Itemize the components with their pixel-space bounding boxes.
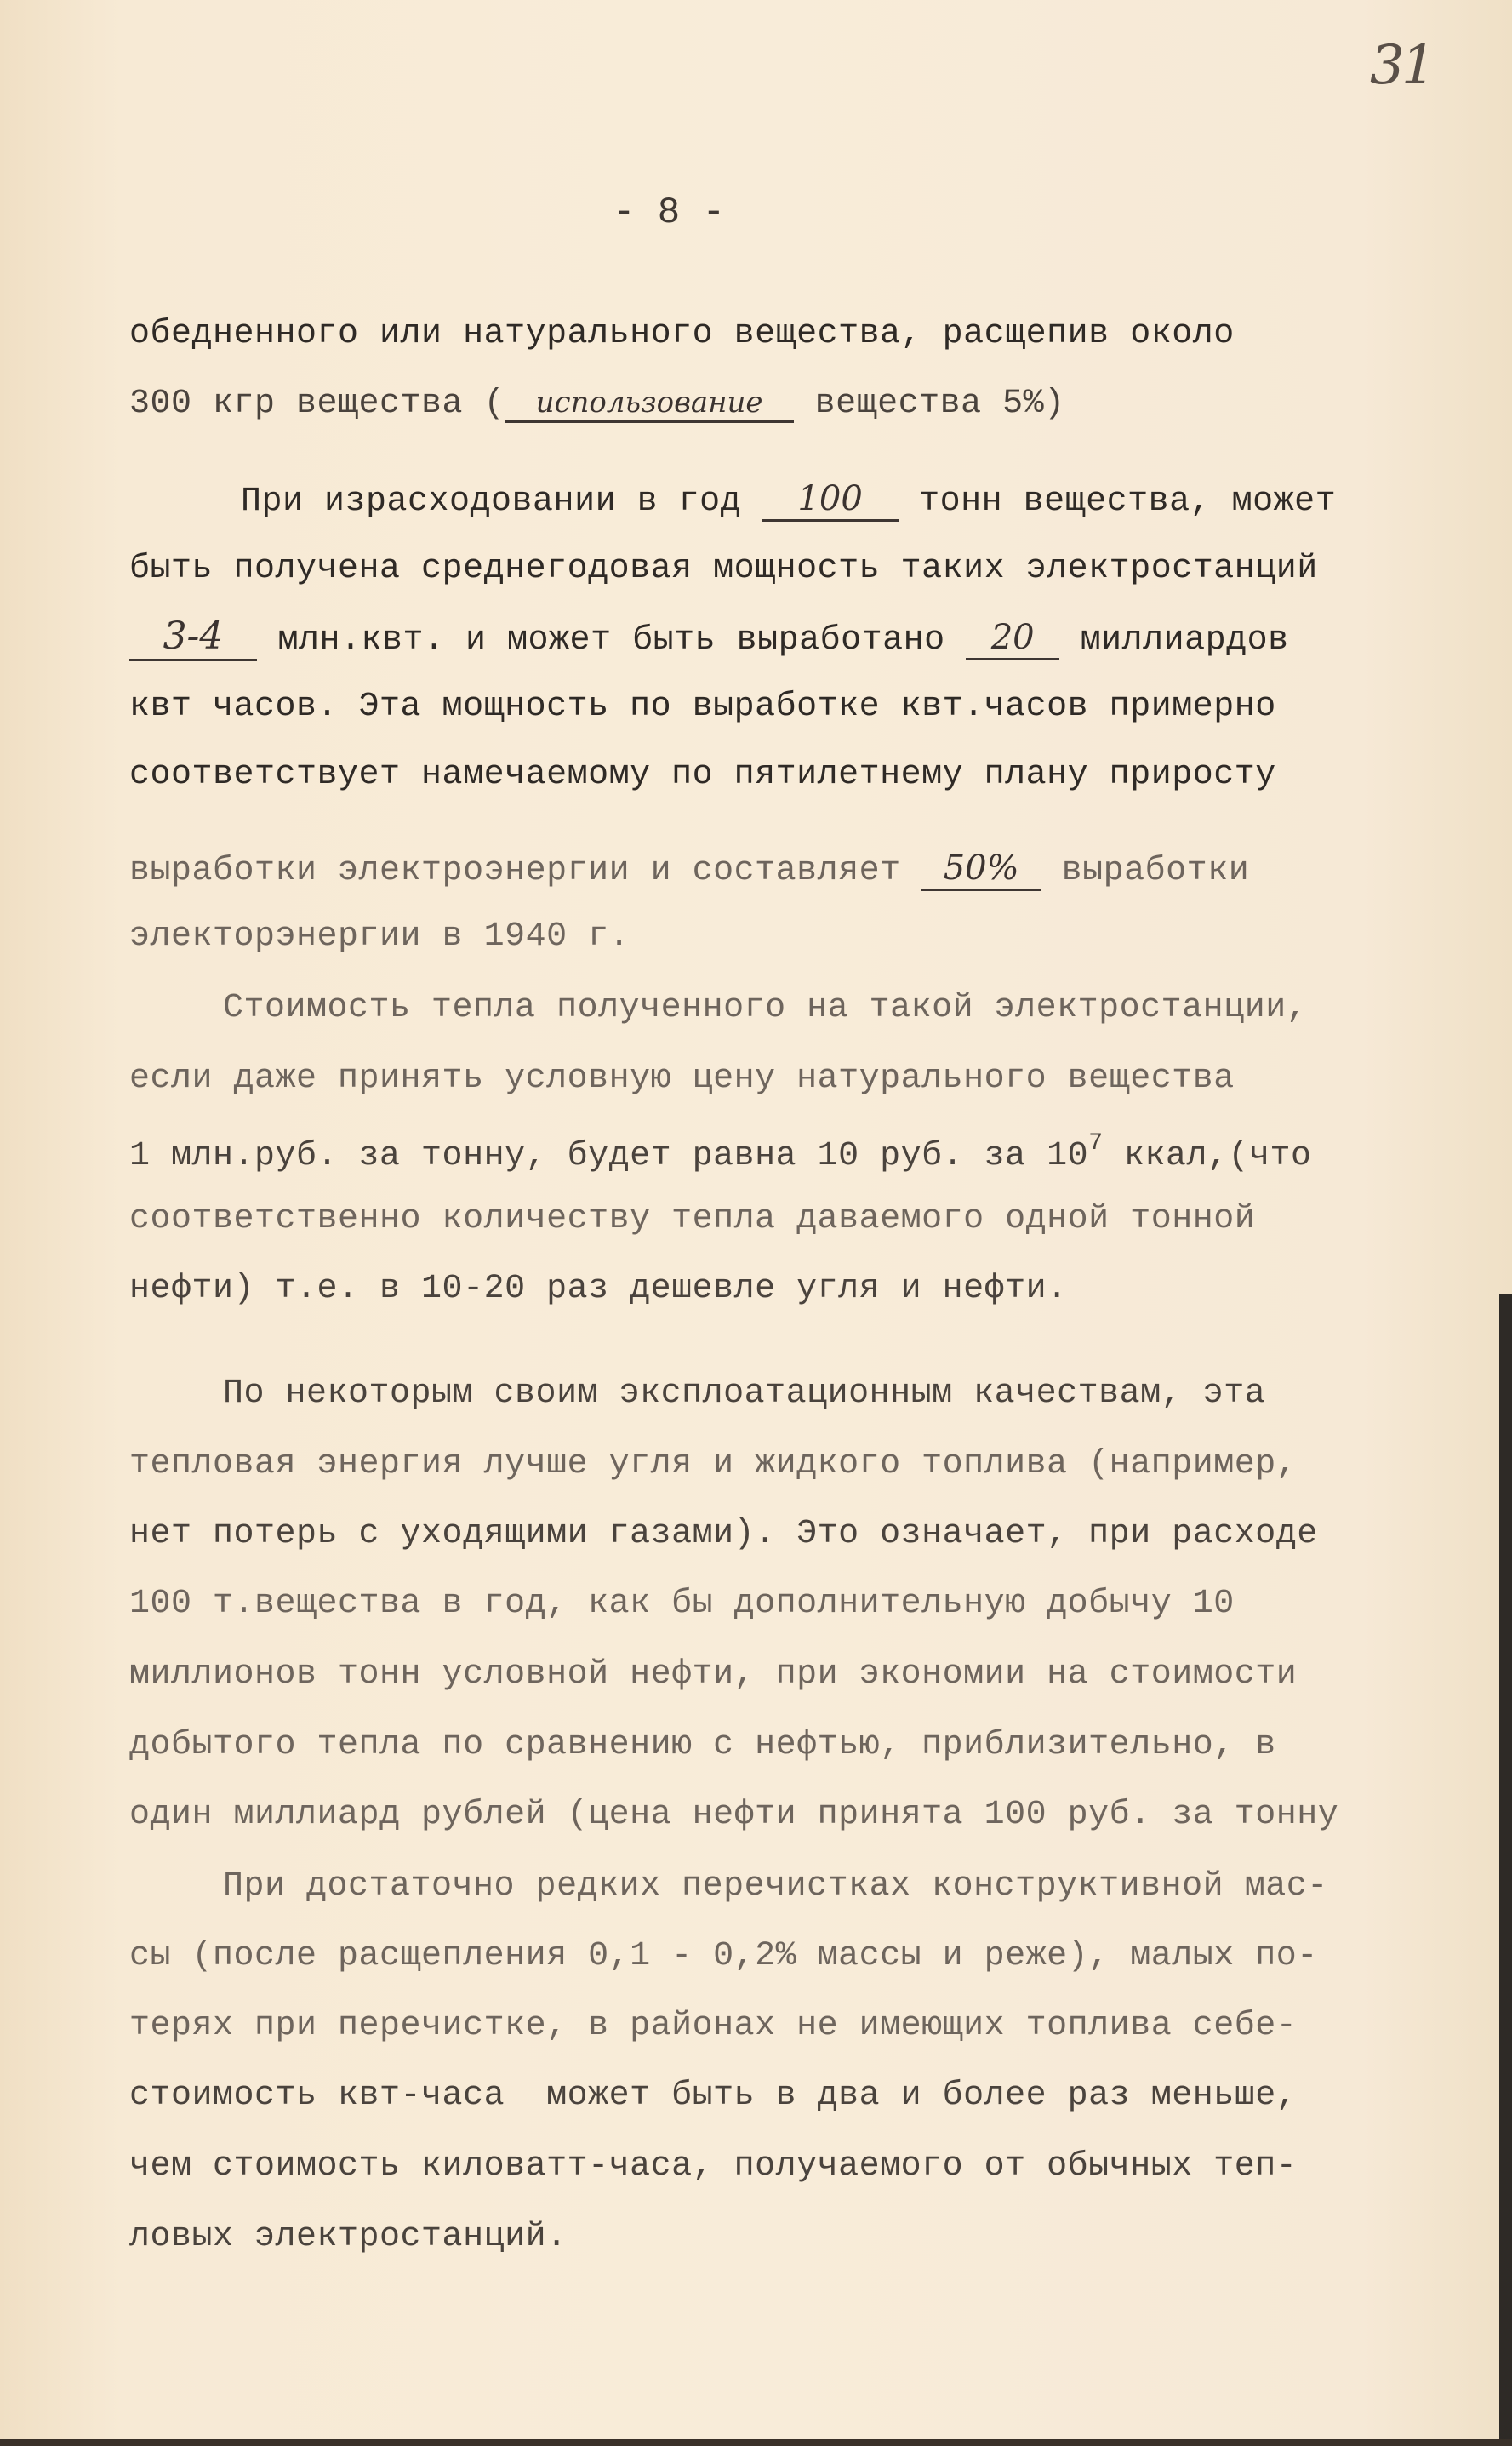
text-segment: При израсходовании в год — [241, 483, 762, 521]
text-line: быть получена среднегодовая мощность таких электростанций — [129, 550, 1318, 588]
handwritten-fill: 100 — [762, 482, 899, 522]
text-segment: ккал,(что — [1103, 1137, 1312, 1175]
text-segment: вещества 5%) — [794, 385, 1065, 423]
text-segment: тонн вещества, может — [898, 483, 1337, 521]
text-segment: млн.квт. и может быть выработано — [257, 621, 967, 660]
text-line: соответствует намечаемому по пятилетнему плану приросту — [129, 756, 1276, 794]
page-number: - 8 - — [613, 191, 726, 234]
text-line — [241, 479, 1337, 522]
text-line: если даже принять условную цену натурального вещества — [129, 1060, 1235, 1098]
exponent: 7 — [1088, 1130, 1104, 1157]
text-line: соответственно количеству тепла даваемого одной тонной — [129, 1200, 1256, 1238]
text-segment: выработки — [1041, 852, 1250, 890]
text-line: чем стоимость киловатт-часа, получаемого от обычных теп- — [129, 2147, 1298, 2186]
text-line — [129, 851, 1249, 891]
page-bottom-edge — [0, 2439, 1512, 2446]
binding-shadow — [1499, 1294, 1512, 2446]
text-line — [129, 385, 1065, 423]
text-line: Стоимость тепла полученного на такой электростанции, — [223, 989, 1308, 1027]
text-segment: 300 кгр вещества ( — [129, 385, 505, 423]
handwritten-fill: использование — [505, 388, 794, 423]
handwritten-fill: 50% — [921, 851, 1041, 891]
handwritten-fill: 20 — [966, 620, 1059, 660]
text-line — [129, 1130, 1312, 1175]
text-line: тепловая энергия лучше угля и жидкого топлива (например, — [129, 1445, 1298, 1483]
text-line: терях при перечистке, в районах не имеющих топлива себе- — [129, 2007, 1298, 2045]
text-line: 100 т.вещества в год, как бы дополнительную добычу 10 — [129, 1585, 1235, 1623]
text-line: квт часов. Эта мощность по выработке квт.часов примерно — [129, 688, 1276, 726]
text-line: По некоторым своим эксплоатационным качествам, эта — [223, 1374, 1266, 1413]
text-line: обедненного или натурального вещества, расщепив около — [129, 315, 1235, 353]
text-segment: выработки электроэнергии и составляет — [129, 852, 922, 890]
text-line: нет потерь с уходящими газами). Это означает, при расходе — [129, 1515, 1318, 1553]
text-line — [129, 614, 1289, 661]
text-line: миллионов тонн условной нефти, при экономии на стоимости — [129, 1655, 1298, 1694]
text-line: электорэнергии в 1940 г. — [129, 917, 630, 956]
text-line: стоимость квт-часа может быть в два и более раз меньше, — [129, 2077, 1298, 2115]
text-line: При достаточно редких перечистках конструктивной мас- — [223, 1867, 1328, 1906]
text-segment: 1 млн.руб. за тонну, будет равна 10 руб. за 10 — [129, 1137, 1089, 1175]
text-line: добытого тепла по сравнению с нефтью, приблизительно, в — [129, 1726, 1276, 1764]
text-line: один миллиард рублей (цена нефти принята 100 руб. за тонну — [129, 1796, 1339, 1834]
archive-folio-number: 31 — [1370, 34, 1433, 97]
handwritten-fill: 3-4 — [129, 618, 257, 661]
text-line: сы (после расщепления 0,1 - 0,2% массы и реже), малых по- — [129, 1937, 1318, 1975]
text-segment: миллиардов — [1059, 621, 1289, 660]
text-line: ловых электростанций. — [129, 2218, 568, 2256]
text-line: нефти) т.е. в 10-20 раз дешевле угля и нефти. — [129, 1270, 1068, 1308]
